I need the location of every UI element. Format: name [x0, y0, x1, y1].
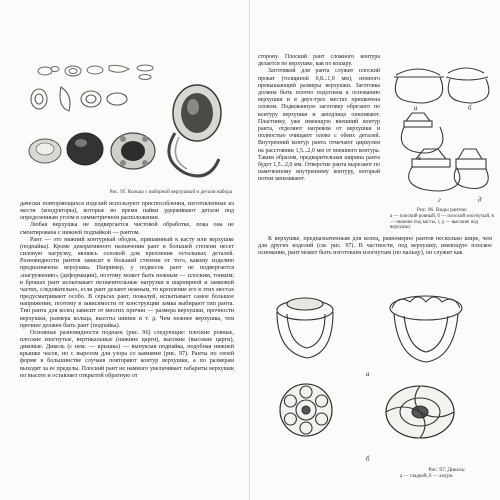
paragraph: дачески повторяющихся изделий используют приспособления, изготовленные из жести (кондукторы), которые во время пайки удерживают детали под определенным углом в симметричном расположении.: [20, 201, 234, 222]
fig97-caption-title: Рис. 97. Дикель:: [428, 467, 466, 473]
paragraph: сторону. Плоский рант сложного контура делается по верхушке, как по кошару.: [258, 54, 380, 68]
fig96-illustration: [386, 55, 494, 205]
fig96-caption-body: а — плоский ровный, б — плоский изогнутый, в — нижние под касты, г, д — высокие под верхушку: [390, 213, 494, 231]
fig97-letter-a: а: [366, 370, 370, 378]
fig96-caption: [390, 208, 494, 231]
fig97-caption: [400, 468, 494, 480]
paragraph: Заготовкой для ранта служит плоский прокат (толщиной 0,8...1,0 мм), немного превышающий размеры верхушки. Заготовка должна быть плотно подогнана к основанию верхушки и в двух-трех местах прихвачена оловом. Подкованную заготовку обрезают по контуру верхушки и заподлицо опиливают. Пластинку, уже имеющую внешний контур ранта, отделяют нагревом от верхушки и полностью очищают олово с обеих деталей. Внутренний контур ранта отмечают циркулем на расстоянии 1,5...2,0 мм от внешнего контура. Таким образом, предварительная ширина ранта будет 1,5...2,0 мм. Отверстие ранта вырезают по намеченному внутреннему контуру, который потом запиливают.: [258, 68, 380, 183]
fig95-illustration: [25, 55, 225, 185]
fig96-letter-a: а: [414, 104, 418, 112]
fig95-caption: Рис. 95. Кольцо с наборной верхушкой и детали набора: [109, 189, 232, 195]
fig96-letter-b: б: [468, 104, 472, 112]
fig97-illustration: [260, 280, 492, 470]
fig96-letter-v: в: [418, 154, 422, 162]
paragraph: К верхушке, предназначенным для колец, равномерно рантов несколько шире, чем для других изделий (см. рис. 97). В частности, под верхушку, имеющую плоское основание, рант может быть изготовлен изогнутым (по пальцу), он служит как: [258, 236, 492, 257]
paragraph: Любая верхушка не подвергается чистовой обработке, пока она не смонтирована с нижней подпайкой — рантом.: [20, 222, 234, 236]
fig97-letter-b: б: [366, 455, 370, 463]
fig96-letter-d: д: [478, 196, 482, 204]
paragraph: Основные разновидности подпаек (рис. 96) следующие: плоские ровные, плоские изогнутые, вертикальные (нижние царги), высокие (высокие царги), диковые. Дикель (с нем. — крышка) — выпуклая подпайка, подобная нижней крышке часов, но с вырезом для узора со камнями (рис. 97). Ранты по своей форме в большинстве случаев повторяют контур верхушки, а по размерам выходят за ее пределы. Плоский рант не намного увеличивает габариты верхушек по высоте и оставляет открытой обратную от: [20, 329, 234, 379]
fig97-caption-body: а — гладкий, б — ажурн.: [400, 473, 454, 479]
right-body-column: [258, 54, 380, 184]
right-page: [250, 0, 500, 500]
paragraph: Рант — это нижний контурный ободок, припаянный к касту или верхушке (подпайка). Кроме декоративного назначения рант в большей степени несет силовую нагрузку, являясь основой для крепления остальных деталей. Разновидности рантов зависят в большей степени от того, какому изделию предназначена верхушка. Например, у подвесок рант не подвергается «нагружению» (деформации), поэтому может быть нежным — плоским, тонким; в брошах рант испытывает незначительные нагрузки в шарнирной и замковой частях, следовательно, если рант делают нежным, то крепление его в этих местах предусматривают особо. В серьгах рант, пожалуй, испытывает самое большое напряжение, поэтому в зависимости от конструкции замка выбирают тип ранта. Тип ранта для колец зависит от многих причин — размера верхушки, прочности верхушки, размера кольца, высоты шинки и т. д. Чем нежнее верхушка, тем прочнее должен быть рант (подпайка).: [20, 236, 234, 329]
fig96-caption-title: Рис. 96. Виды рантов:: [416, 207, 468, 213]
right-body-text: [258, 236, 492, 257]
left-body-text: [20, 201, 234, 380]
fig96-letter-g: г: [438, 196, 441, 204]
